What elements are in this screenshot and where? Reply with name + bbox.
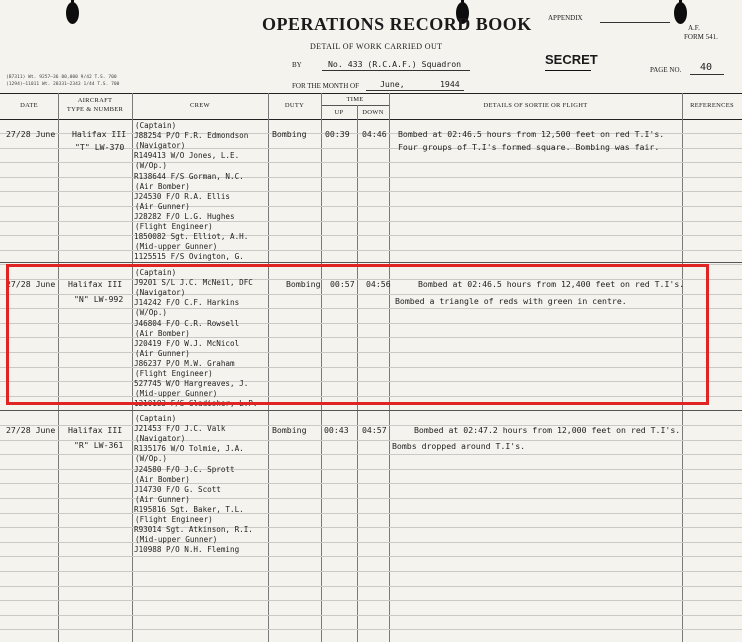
sortie-detail: Bombed at 02:46.5 hours from 12,400 feet on red T.I's. [418,279,685,289]
aircraft-number: "N" LW-992 [74,294,124,304]
entry-date: 27/28 June [6,425,56,435]
crew-line: J24530 F/O R.A. Ellis [134,192,231,201]
column-header-details: DETAILS OF SORTIE OR FLIGHT [483,102,588,109]
crew-line: J86237 P/O M.W. Graham [134,359,235,368]
form-ref-line2: FORM 541. [684,33,718,41]
crew-line: (Air Gunner) [135,495,190,504]
duty: Bombing [272,425,307,435]
crew-line: J28282 F/O L.G. Hughes [134,212,235,221]
crew-line: J21453 F/O J.C. Valk [134,424,226,433]
ruled-line [0,191,742,192]
column-header-up: UP [334,109,344,116]
sortie-detail: Bombs dropped around T.I's. [392,441,526,451]
crew-line: (Flight Engineer) [135,515,213,524]
time-down: 04:46 [362,129,387,139]
header-bottom-border [0,119,742,120]
crew-line: R149413 W/O Jones, L.E. [134,151,240,160]
crew-line: 1125515 F/S Ovington, G. [134,252,244,261]
ruled-line [0,542,742,543]
form-subtitle: DETAIL OF WORK CARRIED OUT [310,42,443,51]
crew-line: (Mid-upper Gunner) [135,242,218,251]
imprint-line: (1294)—11011 Wt. 28331—2343 1/44 T.S. 700 [6,82,120,87]
aircraft-type: Halifax III [68,279,123,289]
year-value: 1944 [440,79,460,89]
squadron-line [322,70,470,71]
ruled-line [0,571,742,572]
crew-line: R93014 Sgt. Atkinson, R.I. [134,525,253,534]
crew-line: J14242 F/O C.F. Harkins [134,298,240,307]
ruled-line [0,454,742,455]
ruled-line [0,615,742,616]
binder-hole [461,0,464,10]
time-split-line [321,105,389,106]
column-header-aircraft: AIRCRAFT [77,97,113,104]
column-header-type-number: TYPE & NUMBER [66,106,124,113]
page-label: PAGE NO. [650,66,682,74]
ruled-line [0,556,742,557]
sortie-detail: Four groups of T.I's formed square. Bombing was fair. [398,142,660,152]
time-down: 04:56 [366,279,391,289]
ruled-line [0,586,742,587]
crew-line: (W/Op.) [135,308,168,317]
crew-line: (Navigator) [135,141,186,150]
column-header-duty: DUTY [284,102,305,109]
column-header-down: DOWN [362,109,384,116]
crew-line: J24580 F/O J.C. Sprott [134,465,235,474]
crew-line: (W/Op.) [135,161,168,170]
month-label: FOR THE MONTH OF [292,82,359,90]
aircraft-number: "R" LW-361 [74,440,124,450]
ruled-line [0,498,742,499]
highlight-box [6,264,709,405]
crew-line: J10988 P/O N.H. Fleming [134,545,240,554]
duty: Bombing [286,279,321,289]
crew-line: J46804 F/O C.R. Rowsell [134,319,240,328]
table-top-border [0,93,742,94]
binder-hole [679,0,682,10]
crew-line: (Flight Engineer) [135,222,213,231]
crew-line: 527745 W/O Hargreaves, J. [134,379,249,388]
ruled-line [0,629,742,630]
ruled-line [0,250,742,251]
crew-line: 1210183 F/S Gladisher, L.P. [134,399,258,408]
crew-line: (Air Gunner) [135,202,190,211]
sortie-detail: Bombed a triangle of reds with green in centre. [395,296,627,306]
crew-line: (Air Bomber) [135,182,190,191]
ruled-line [0,162,742,163]
crew-line: R195816 Sgt. Baker, T.L. [134,505,244,514]
page-number: 40 [700,62,713,73]
sortie-detail: Bombed at 02:46.5 hours from 12,500 feet on red T.I's. [398,129,665,139]
binder-hole [71,0,74,10]
ruled-line [0,221,742,222]
entry-separator [0,410,742,411]
crew-line: 1850082 Sgt. Elliot, A.H. [134,232,249,241]
column-header-references: REFERENCES [690,102,734,109]
column-header-time: TIME [346,96,364,103]
crew-line: (Navigator) [135,288,186,297]
appendix-label: APPENDIX [548,14,583,22]
crew-line: (W/Op.) [135,454,168,463]
crew-line: (Navigator) [135,434,186,443]
ruled-line [0,177,742,178]
crew-line: (Captain) [135,414,177,423]
month-value: June, [380,79,405,89]
squadron-name: No. 433 (R.C.A.F.) Squadron [328,59,462,69]
form-ref-line1: A.F. [688,24,700,32]
crew-line: (Captain) [135,121,177,130]
time-up: 00:43 [324,425,349,435]
crew-line: J88254 P/O F.R. Edmondson [134,131,249,140]
sortie-detail: Bombed at 02:47.2 hours from 12,000 feet on red T.I's. [414,425,681,435]
crew-line: (Air Bomber) [135,475,190,484]
ruled-line [0,235,742,236]
ruled-line [0,483,742,484]
ruled-line [0,469,742,470]
crew-line: R135176 W/O Tolmie, J.A. [134,444,244,453]
crew-line: (Air Gunner) [135,349,190,358]
crew-line: J9201 S/L J.C. McNeil, DFC [134,278,253,287]
entry-separator [0,262,742,263]
imprint-line: (B7311) Wt. 9257—36 80,000 9/42 T.S. 700 [6,75,117,80]
time-down: 04:57 [362,425,387,435]
aircraft-type: Halifax III [68,425,123,435]
column-header-date: DATE [20,102,38,109]
secret-underline [545,70,591,71]
ruled-line [0,513,742,514]
crew-line: R138644 F/S Gorman, N.C. [134,172,244,181]
aircraft-number: "T" LW-370 [75,142,125,152]
crew-line: (Captain) [135,268,177,277]
entry-date: 27/28 June [6,129,56,139]
page-line [690,74,724,75]
crew-line: (Mid-upper Gunner) [135,535,218,544]
aircraft-type: Halifax III [72,129,127,139]
entry-date: 27/28 June [6,279,56,289]
crew-line: J14730 F/O G. Scott [134,485,221,494]
time-up: 00:39 [325,129,350,139]
crew-line: (Flight Engineer) [135,369,213,378]
column-header-crew: CREW [190,102,210,109]
appendix-line [600,22,670,23]
secret-stamp: SECRET [545,52,598,67]
time-up: 00:57 [330,279,355,289]
ruled-line [0,527,742,528]
duty: Bombing [272,129,307,139]
month-line [366,90,464,91]
form-title: OPERATIONS RECORD BOOK [262,14,532,34]
ruled-line [0,600,742,601]
crew-line: J20419 F/O W.J. McNicol [134,339,240,348]
crew-line: (Air Bomber) [135,329,190,338]
by-label: BY [292,61,302,69]
ruled-line [0,206,742,207]
crew-line: (Mid-upper Gunner) [135,389,218,398]
